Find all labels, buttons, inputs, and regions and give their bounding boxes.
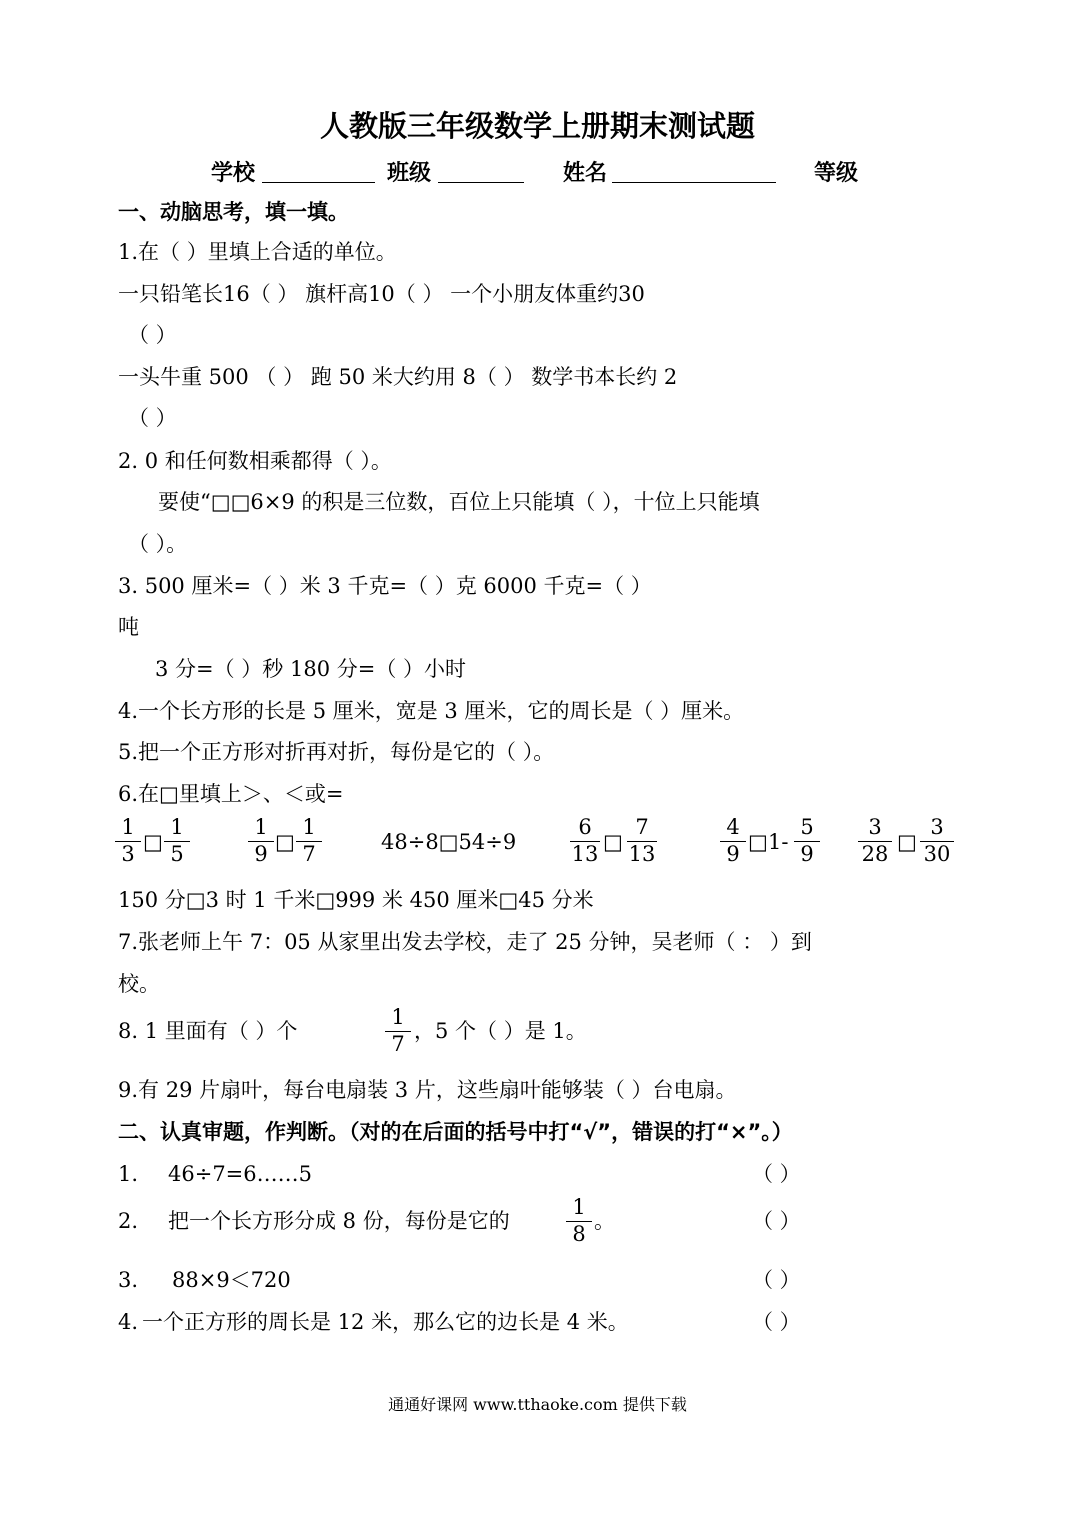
fraction-numerator: 1 <box>302 815 316 839</box>
q9-text: 9.有 29 片扇叶，每台电扇装 3 片，这些扇叶能够装（ ）台电扇。 <box>118 1078 737 1102</box>
class-blank[interactable] <box>438 182 524 183</box>
q1-text: 1.在（ ）里填上合适的单位。 <box>118 240 397 264</box>
judge-item-3-text: 88×9＜720 <box>172 1268 291 1292</box>
fraction <box>113 815 143 868</box>
section1-heading: 一、动脑思考，填一填。 <box>118 200 349 224</box>
q2-line2: 要使“□□6×9 的积是三位数，百位上只能填（ ），十位上只能填 <box>158 490 760 514</box>
judge-item-2-num: 2. <box>118 1209 139 1233</box>
q8-part1: 8. 1 里面有（ ）个 <box>118 1019 298 1043</box>
q1-line2b: （ ） <box>128 406 177 430</box>
division-compare: 48÷8□54÷9 <box>381 830 517 854</box>
fraction-numerator: 4 <box>726 815 740 839</box>
q1-line1: 一只铅笔长16（ ） 旗杆高10（ ） 一个小朋友体重约30 <box>118 282 645 306</box>
fraction-numerator: 1 <box>391 1005 405 1029</box>
fraction-denominator: 8 <box>572 1222 586 1246</box>
q7-line1: 7.张老师上午 7：05 从家里出发去学校，走了 25 分钟，吴老师（ ： ）到 <box>118 930 812 954</box>
fraction-denominator: 13 <box>628 842 656 866</box>
fraction-numerator: 6 <box>578 815 592 839</box>
fraction-denominator: 9 <box>800 842 814 866</box>
school-label: 学校 <box>211 161 256 186</box>
fraction-numerator: 3 <box>868 815 882 839</box>
q3-line1: 3. 500 厘米=（ ）米 3 千克=（ ）克 6000 千克=（ ） <box>118 574 652 598</box>
fraction-denominator: 7 <box>391 1032 405 1056</box>
q2-line3: （ ）。 <box>128 532 188 556</box>
fraction-numerator: 7 <box>635 815 649 839</box>
q6-text: 6.在□里填上＞、＜或= <box>118 782 344 806</box>
footer-credit: 通通好课网 www.tthaoke.com 提供下载 <box>388 1395 687 1414</box>
fraction <box>918 815 956 868</box>
section2-heading: 二、认真审题，作判断。（对的在后面的括号中打“√”，错误的打“×”。） <box>118 1120 793 1144</box>
fraction <box>162 815 192 868</box>
compare-box[interactable]: □ <box>275 830 295 854</box>
fraction-denominator: 3 <box>121 842 135 866</box>
grade-label: 等级 <box>814 161 859 186</box>
judge-item-1-paren[interactable]: （ ） <box>752 1162 801 1186</box>
fraction-numerator: 1 <box>121 815 135 839</box>
judge-item-1-text: 46÷7=6……5 <box>168 1162 312 1186</box>
fraction-numerator: 5 <box>800 815 814 839</box>
fraction-numerator: 3 <box>930 815 944 839</box>
q6-line2: 150 分□3 时 1 千米□999 米 450 厘米□45 分米 <box>118 888 594 912</box>
fraction-numerator: 1 <box>254 815 268 839</box>
judge-item-3-num: 3. <box>118 1268 139 1292</box>
compare-box[interactable]: □ <box>603 830 623 854</box>
fraction-denominator: 7 <box>302 842 316 866</box>
compare-box[interactable]: □ <box>143 830 163 854</box>
fraction <box>294 815 324 868</box>
fraction <box>792 815 822 868</box>
q7-line2: 校。 <box>118 972 160 996</box>
fraction-denominator: 28 <box>861 842 889 866</box>
q3-line2: 3 分=（ ）秒 180 分=（ ）小时 <box>155 657 467 681</box>
name-blank[interactable] <box>612 182 776 183</box>
fraction <box>718 815 748 868</box>
name-label: 姓名 <box>563 161 608 186</box>
judge-item-3-paren[interactable]: （ ） <box>752 1268 801 1292</box>
fraction <box>625 815 659 868</box>
q2-line1: 2. 0 和任何数相乘都得（ ）。 <box>118 449 392 473</box>
fraction-numerator: 1 <box>572 1195 586 1219</box>
compare-box[interactable]: □ <box>748 830 768 854</box>
fraction <box>568 815 602 868</box>
judge-item-4-text: 一个正方形的周长是 12 米，那么它的边长是 4 米。 <box>142 1310 629 1334</box>
judge-item-4-num: 4. <box>118 1310 139 1334</box>
q1-line2: 一头牛重 500 （ ） 跑 50 米大约用 8（ ） 数学书本长约 2 <box>118 365 678 389</box>
judge-item-2-text: 把一个长方形分成 8 份，每份是它的 <box>168 1209 510 1233</box>
fraction-denominator: 5 <box>170 842 184 866</box>
fraction <box>246 815 276 868</box>
fraction <box>564 1195 594 1248</box>
judge-item-1-num: 1. <box>118 1162 139 1186</box>
fraction <box>856 815 894 868</box>
fraction-denominator: 9 <box>254 842 268 866</box>
q1-line1b: （ ） <box>128 323 177 347</box>
fraction <box>383 1005 413 1058</box>
judge-item-2-paren[interactable]: （ ） <box>752 1209 801 1233</box>
q5-text: 5.把一个正方形对折再对折，每份是它的（ ）。 <box>118 740 555 764</box>
fraction-numerator: 1 <box>170 815 184 839</box>
page-title: 人教版三年级数学上册期末测试题 <box>319 109 755 143</box>
compare-box[interactable]: □ <box>897 830 917 854</box>
q8-part2: ，5 个（ ）是 1。 <box>414 1019 587 1043</box>
q3-line1b: 吨 <box>118 615 139 639</box>
judge-item-2-tail: 。 <box>594 1209 615 1233</box>
fraction-denominator: 30 <box>923 842 951 866</box>
q4-text: 4.一个长方形的长是 5 厘米，宽是 3 厘米，它的周长是（ ）厘米。 <box>118 699 745 723</box>
one-minus: 1- <box>768 830 789 854</box>
school-blank[interactable] <box>262 182 375 183</box>
class-label: 班级 <box>387 161 432 186</box>
fraction-denominator: 13 <box>571 842 599 866</box>
fraction-denominator: 9 <box>726 842 740 866</box>
judge-item-4-paren[interactable]: （ ） <box>752 1310 801 1334</box>
